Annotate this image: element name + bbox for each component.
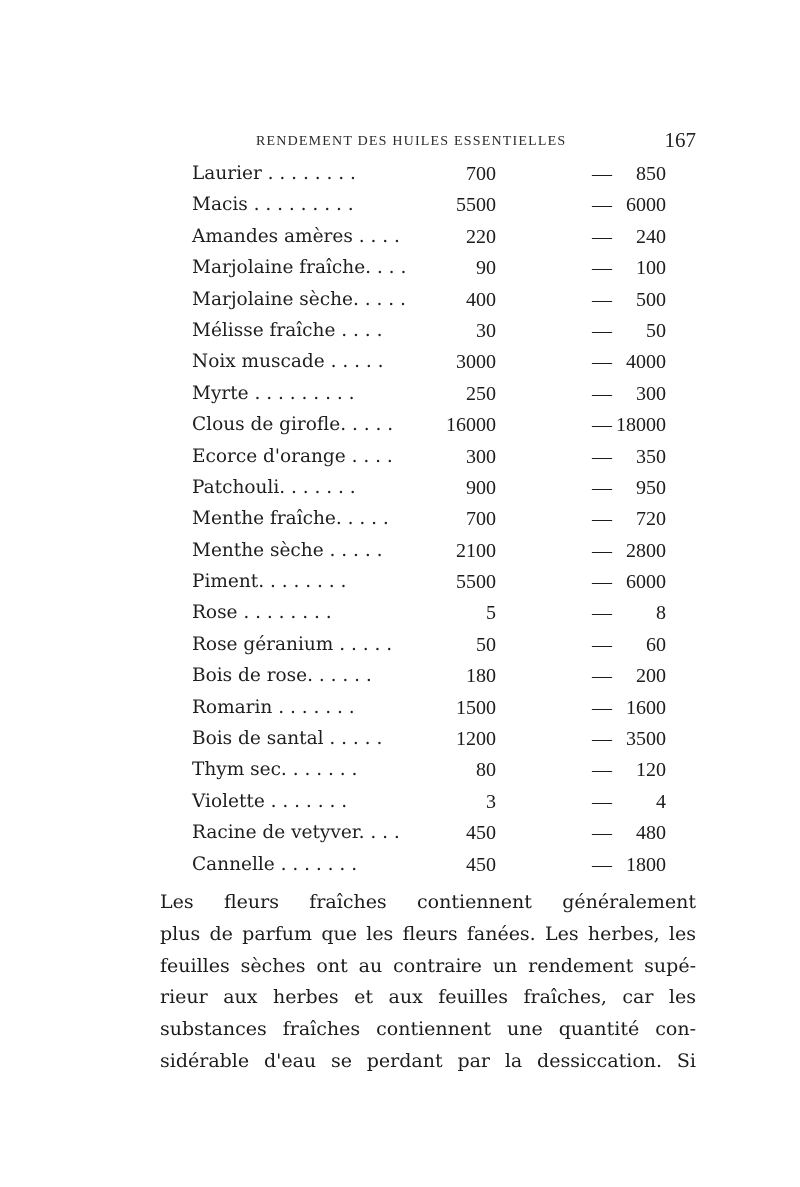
table-row: [192, 508, 682, 539]
page-number: 167: [664, 128, 696, 152]
yield-low: 300: [466, 445, 496, 468]
yield-high: 18000: [616, 414, 666, 437]
plant-name: Marjolaine fraîche. . . .: [192, 257, 407, 279]
yield-low: 90: [476, 257, 496, 280]
plant-name: Racine de vetyver. . . .: [192, 822, 400, 844]
body-paragraph: [160, 887, 696, 1078]
range-dash: —: [592, 822, 612, 845]
range-dash: —: [592, 288, 612, 311]
plant-name: Cannelle . . . . . . .: [192, 853, 358, 875]
table-row: [192, 257, 682, 288]
table-row: [192, 446, 682, 477]
yield-low: 900: [466, 476, 496, 499]
plant-name: Noix muscade . . . . .: [192, 351, 384, 373]
table-row: [192, 477, 682, 508]
yield-high: 720: [636, 508, 666, 531]
range-dash: —: [592, 571, 612, 594]
yield-high: 850: [636, 163, 666, 185]
plant-name: Myrte . . . . . . . . .: [192, 382, 355, 404]
plant-name: Rose géranium . . . . .: [192, 633, 393, 655]
yield-high: 480: [636, 822, 666, 845]
plant-name: Clous de girofle. . . . .: [192, 414, 394, 436]
range-dash: —: [592, 225, 612, 248]
range-dash: —: [592, 853, 612, 876]
range-dash: —: [592, 351, 612, 374]
range-dash: —: [592, 257, 612, 280]
table-row: [192, 697, 682, 728]
yield-high: 350: [636, 445, 666, 468]
yield-high: 8: [656, 602, 666, 625]
table-row: [192, 351, 682, 382]
table-row: [192, 226, 682, 257]
plant-name: Menthe fraîche. . . . .: [192, 508, 389, 530]
yield-high: 500: [636, 288, 666, 311]
plant-name: Menthe sèche . . . . .: [192, 539, 383, 561]
plant-name: Piment. . . . . . . .: [192, 571, 347, 593]
yield-high: 50: [646, 319, 666, 342]
plant-name: Amandes amères . . . .: [192, 225, 400, 247]
yield-high: 4: [656, 790, 666, 813]
yield-low: 80: [476, 759, 496, 782]
yield-high: 120: [636, 759, 666, 782]
range-dash: —: [592, 476, 612, 499]
plant-name: Bois de santal . . . . .: [192, 728, 383, 750]
table-row: [192, 383, 682, 414]
yield-low: 450: [466, 822, 496, 845]
paragraph-line: substances fraîches contiennent une quantité con-: [160, 1018, 696, 1041]
yield-high: 240: [636, 225, 666, 248]
plant-name: Macis . . . . . . . . .: [192, 194, 354, 216]
yield-high: 3500: [626, 728, 666, 751]
range-dash: —: [592, 633, 612, 656]
yield-low: 16000: [446, 414, 496, 437]
yield-table: [192, 163, 682, 885]
yield-low: 180: [466, 665, 496, 688]
table-row: [192, 571, 682, 602]
table-row: [192, 320, 682, 351]
paragraph-line: feuilles sèches ont au contraire un rendement supé-: [160, 954, 696, 977]
yield-low: 700: [466, 163, 496, 185]
yield-low: 1200: [456, 728, 496, 751]
yield-high: 6000: [626, 194, 666, 217]
yield-low: 50: [476, 633, 496, 656]
yield-high: 6000: [626, 571, 666, 594]
yield-high: 950: [636, 476, 666, 499]
yield-low: 450: [466, 853, 496, 876]
range-dash: —: [592, 445, 612, 468]
plant-name: Ecorce d'orange . . . .: [192, 445, 393, 467]
table-row: [192, 414, 682, 445]
yield-low: 3000: [456, 351, 496, 374]
range-dash: —: [592, 696, 612, 719]
yield-low: 2100: [456, 539, 496, 562]
table-row: [192, 194, 682, 225]
yield-low: 3: [486, 790, 496, 813]
plant-name: Laurier . . . . . . . .: [192, 163, 356, 184]
plant-name: Marjolaine sèche. . . . .: [192, 288, 406, 310]
yield-high: 60: [646, 633, 666, 656]
running-head: [256, 128, 696, 158]
yield-low: 400: [466, 288, 496, 311]
plant-name: Bois de rose. . . . . .: [192, 665, 372, 687]
range-dash: —: [592, 539, 612, 562]
yield-high: 4000: [626, 351, 666, 374]
plant-name: Violette . . . . . . .: [192, 790, 348, 812]
yield-low: 5500: [456, 571, 496, 594]
range-dash: —: [592, 414, 612, 437]
yield-low: 5500: [456, 194, 496, 217]
yield-high: 1600: [626, 696, 666, 719]
range-dash: —: [592, 728, 612, 751]
yield-low: 30: [476, 319, 496, 342]
table-row: [192, 759, 682, 790]
range-dash: —: [592, 602, 612, 625]
yield-high: 300: [636, 382, 666, 405]
table-row: [192, 289, 682, 320]
paragraph-line: plus de parfum que les fleurs fanées. Les herbes, les: [160, 922, 696, 945]
yield-low: 5: [486, 602, 496, 625]
range-dash: —: [592, 163, 612, 185]
range-dash: —: [592, 382, 612, 405]
running-title: RENDEMENT DES HUILES ESSENTIELLES: [256, 134, 567, 149]
table-row: [192, 163, 682, 194]
range-dash: —: [592, 508, 612, 531]
yield-low: 250: [466, 382, 496, 405]
paragraph-line: sidérable d'eau se perdant par la dessiccation. Si: [160, 1049, 696, 1072]
table-row: [192, 791, 682, 822]
range-dash: —: [592, 194, 612, 217]
table-row: [192, 602, 682, 633]
yield-low: 700: [466, 508, 496, 531]
plant-name: Patchouli. . . . . . .: [192, 476, 356, 498]
paragraph-line: Les fleurs fraîches contiennent généralement: [160, 891, 696, 913]
yield-low: 220: [466, 225, 496, 248]
yield-high: 100: [636, 257, 666, 280]
range-dash: —: [592, 790, 612, 813]
table-row: [192, 728, 682, 759]
plant-name: Romarin . . . . . . .: [192, 696, 355, 718]
table-row: [192, 822, 682, 853]
table-row: [192, 540, 682, 571]
range-dash: —: [592, 759, 612, 782]
table-row: [192, 665, 682, 696]
yield-high: 1800: [626, 853, 666, 876]
yield-low: 1500: [456, 696, 496, 719]
range-dash: —: [592, 319, 612, 342]
table-row: [192, 634, 682, 665]
table-row: [192, 854, 682, 885]
plant-name: Mélisse fraîche . . . .: [192, 319, 383, 341]
yield-high: 2800: [626, 539, 666, 562]
plant-name: Thym sec. . . . . . .: [192, 759, 358, 781]
paragraph-line: rieur aux herbes et aux feuilles fraîches, car les: [160, 986, 696, 1009]
yield-high: 200: [636, 665, 666, 688]
range-dash: —: [592, 665, 612, 688]
plant-name: Rose . . . . . . . .: [192, 602, 332, 624]
